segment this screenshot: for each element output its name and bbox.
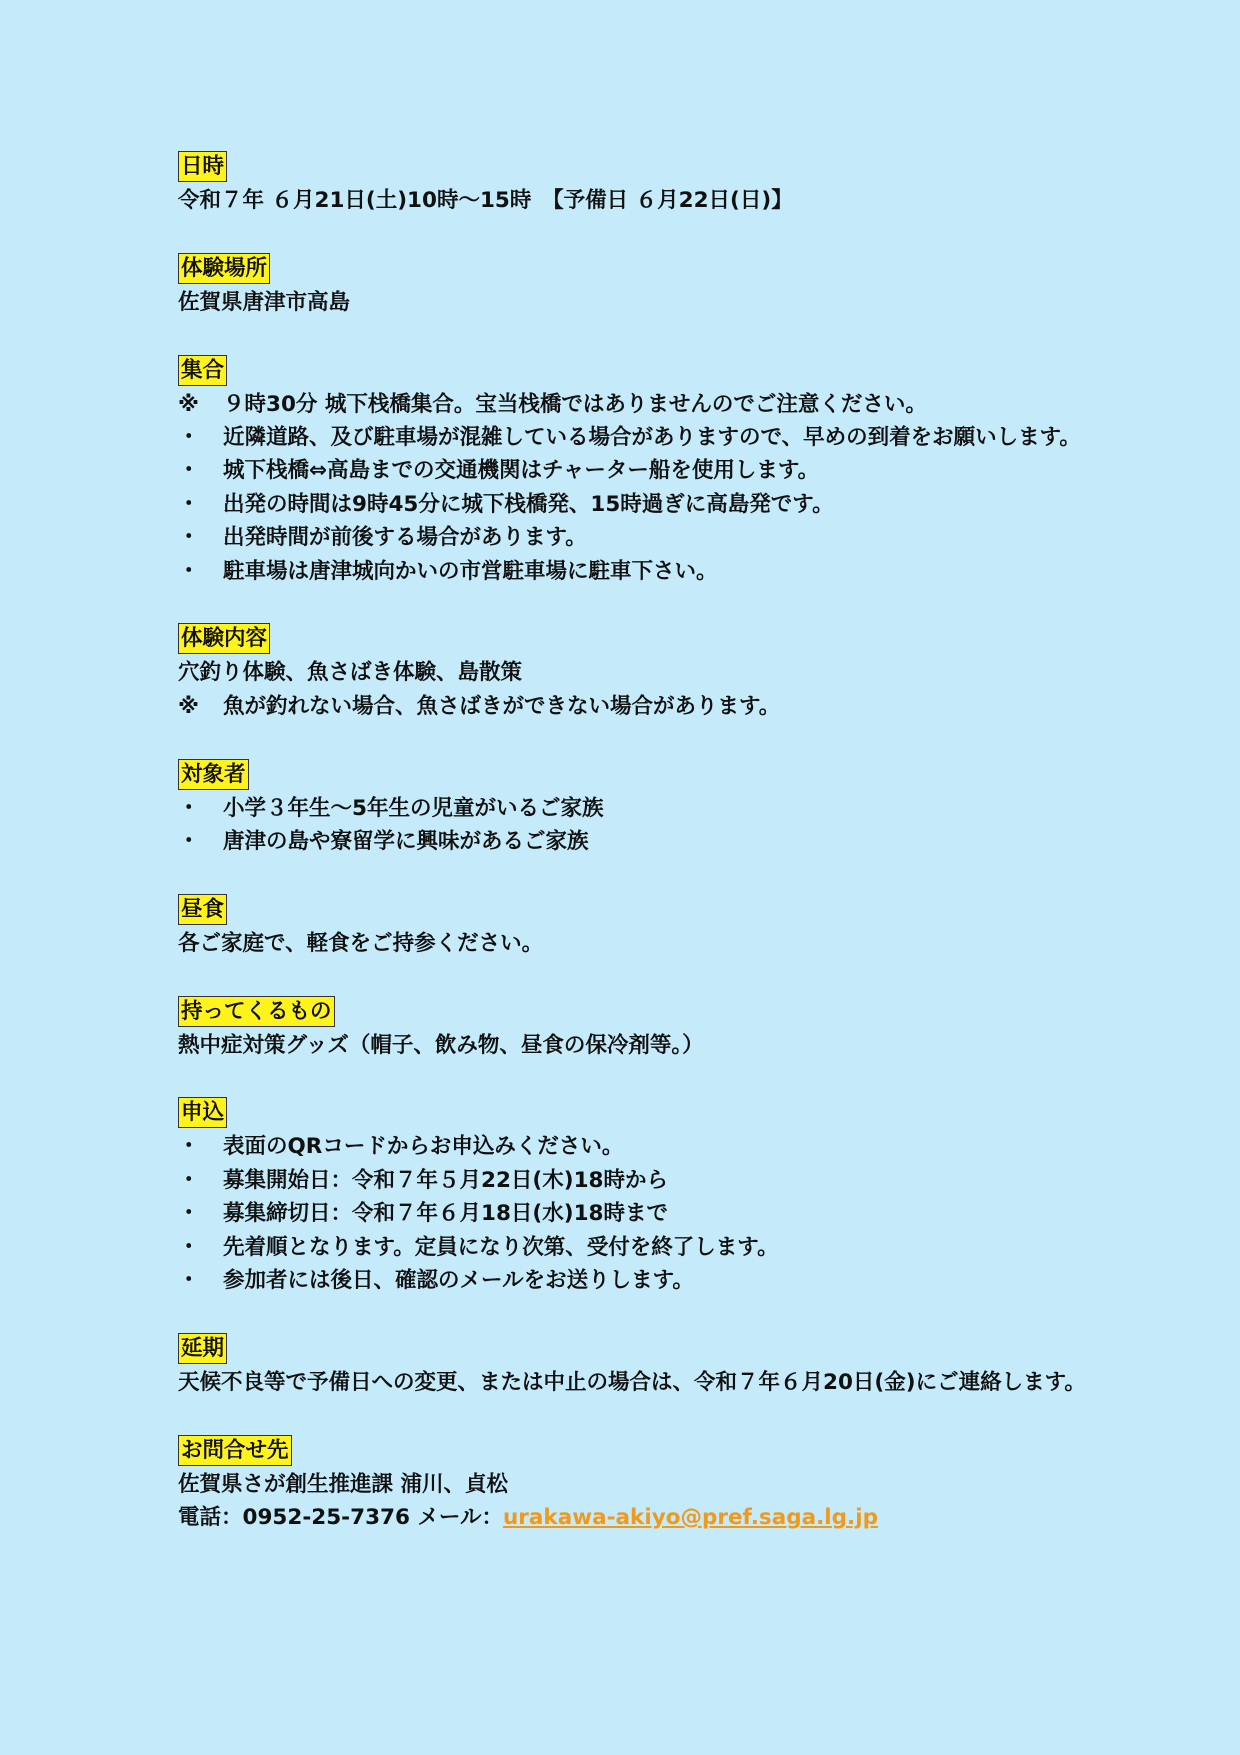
- list-item-text: 出発の時間は9時45分に城下栈橋発、15時過ぎに高島発です。: [223, 491, 834, 517]
- email-link[interactable]: urakawa-akiyo@pref.saga.lg.jp: [503, 1505, 878, 1531]
- venue-text: 佐賀県唐津市高島: [178, 289, 351, 315]
- section-heading: 延期: [178, 1333, 227, 1364]
- list-item: [178, 388, 1088, 421]
- section-heading: 持ってくるもの: [178, 996, 335, 1027]
- section-contact: [178, 1433, 1088, 1535]
- list-item-text: 唐津の島や寮留学に興味があるご家族: [223, 829, 589, 855]
- list-item-text: 駐車場は唐津城向かいの市営駐車場に駐車下さい。: [223, 558, 718, 584]
- list-item-text: 募集開始日：令和７年５月22日(木)18時から: [223, 1167, 668, 1193]
- list-item: [178, 1231, 1088, 1264]
- postponement-text: 天候不良等で予備日への変更、または中止の場合は、令和７年６月20日(金)にご連絡します。: [178, 1369, 1086, 1395]
- section-meeting: [178, 353, 1088, 588]
- contact-line: [178, 1501, 1088, 1534]
- list-item: [178, 690, 1088, 723]
- list-item: [178, 555, 1088, 588]
- section-heading: 体験場所: [178, 253, 270, 284]
- section-heading: 対象者: [178, 759, 249, 790]
- list-item: [178, 1197, 1088, 1230]
- list-item-text: 出発時間が前後する場合があります。: [223, 525, 587, 551]
- belongings-text: 熱中症対策グッズ（帽子、飲み物、昼食の保冷剤等。）: [178, 1032, 704, 1058]
- bullet-marker: ・: [178, 795, 200, 821]
- list-item: [178, 1264, 1088, 1297]
- section-datetime: [178, 149, 1088, 217]
- list-item: [178, 488, 1088, 521]
- section-heading: 申込: [178, 1097, 227, 1128]
- section-heading: 昼食: [178, 894, 227, 925]
- list-item-text: 参加者には後日、確認のメールをお送りします。: [223, 1268, 694, 1294]
- list-item-text: 城下栈橋⇔高島までの交通機関はチャーター船を使用します。: [223, 458, 820, 484]
- activities-text: 穴釣り体験、魚さばき体験、島散策: [178, 660, 523, 686]
- list-item: [178, 454, 1088, 487]
- note-marker: ※: [178, 391, 199, 417]
- note-marker: ※: [178, 693, 199, 719]
- bullet-marker: ・: [178, 1201, 200, 1227]
- list-item: [178, 825, 1088, 858]
- section-heading: 集合: [178, 355, 227, 386]
- bullet-marker: ・: [178, 458, 200, 484]
- bullet-marker: ・: [178, 491, 200, 517]
- bullet-marker: ・: [178, 558, 200, 584]
- bullet-marker: ・: [178, 425, 200, 450]
- bullet-marker: ・: [178, 1134, 200, 1160]
- flyer-content: [178, 149, 1088, 1568]
- section-belongings: [178, 994, 1088, 1062]
- bullet-marker: ・: [178, 829, 200, 855]
- section-postponement: [178, 1331, 1088, 1399]
- section-application: [178, 1095, 1088, 1297]
- list-item: [178, 521, 1088, 554]
- section-activities: [178, 621, 1088, 723]
- bullet-marker: ・: [178, 525, 200, 551]
- list-item-text: 小学３年生～5年生の児童がいるご家族: [223, 795, 604, 821]
- contact-phone: 電話：0952-25-7376 メール：: [178, 1505, 503, 1531]
- section-heading: 日時: [178, 151, 227, 182]
- list-item-text: 近隣道路、及び駐車場が混雑している場合がありますので、早めの到着をお願いします。: [223, 425, 1081, 450]
- list-item-text: 先着順となります。定員になり次第、受付を終了します。: [223, 1234, 779, 1260]
- list-item-text: 魚が釣れない場合、魚さばきができない場合があります。: [223, 693, 781, 719]
- bullet-marker: ・: [178, 1167, 200, 1193]
- section-heading: 体験内容: [178, 623, 270, 654]
- list-item: [178, 421, 1088, 454]
- section-eligibility: [178, 757, 1088, 859]
- list-item-text: ９時30分 城下栈橋集合。宝当栈橋ではありませんのでご注意ください。: [223, 391, 927, 417]
- section-heading: お問合せ先: [178, 1435, 292, 1466]
- list-item-text: 募集締切日：令和７年６月18日(水)18時まで: [223, 1201, 668, 1227]
- section-venue: [178, 251, 1088, 319]
- bullet-marker: ・: [178, 1234, 200, 1260]
- list-item-text: 表面のQRコードからお申込みください。: [223, 1134, 624, 1160]
- section-lunch: [178, 892, 1088, 960]
- datetime-text: 令和７年 ６月21日(土)10時～15時 【予備日 ６月22日(日)】: [178, 188, 793, 213]
- list-item: [178, 1164, 1088, 1197]
- contact-name: 佐賀県さが創生推進課 浦川、貞松: [178, 1471, 508, 1497]
- list-item: [178, 792, 1088, 825]
- bullet-marker: ・: [178, 1268, 200, 1294]
- list-item: [178, 1130, 1088, 1163]
- lunch-text: 各ご家庭で、軽食をご持参ください。: [178, 930, 544, 956]
